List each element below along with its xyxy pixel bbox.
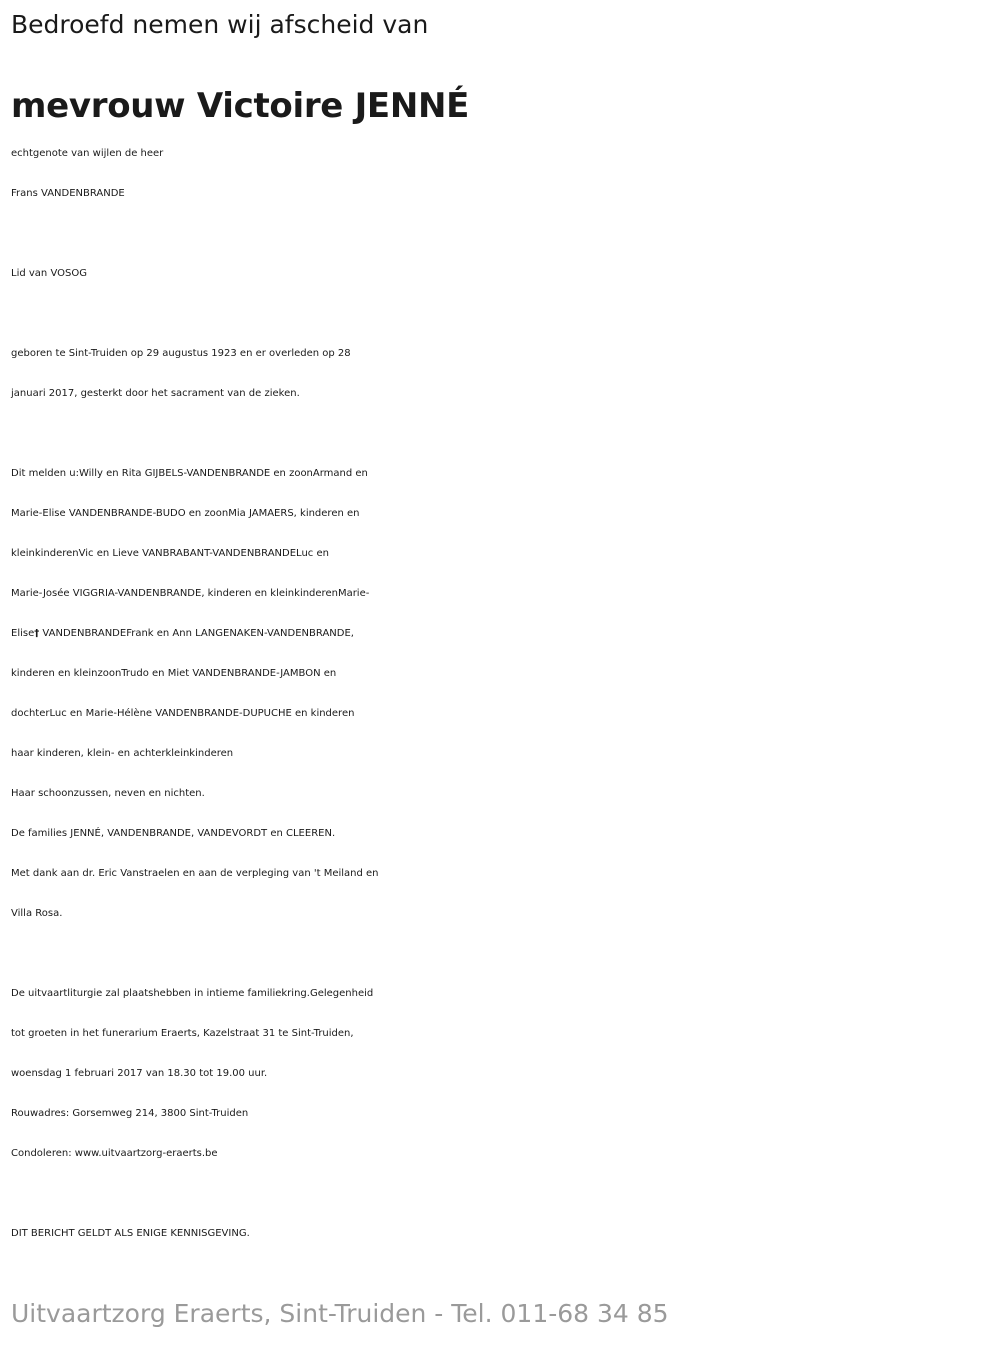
announcement-line-12: Villa Rosa. (11, 908, 63, 919)
funeral-line-5: Condoleren: www.uitvaartzorg-eraerts.be (11, 1148, 218, 1159)
spacer (11, 294, 991, 334)
spacer (11, 214, 991, 254)
funeral-line-3: woensdag 1 februari 2017 van 18.30 tot 19.00 uur. (11, 1068, 268, 1079)
announcement-line-10: De families JENNÉ, VANDENBRANDE, VANDEVORDT en CLEEREN. (11, 828, 336, 839)
deceased-name: mevrouw Victoire JENNÉ (11, 86, 470, 126)
obituary-body (11, 134, 991, 1254)
announcement-line-3: kleinkinderenVic en Lieve VANBRABANT-VANDENBRANDELuc en (11, 548, 329, 559)
announcement-line-6: kinderen en kleinzoonTrudo en Miet VANDENBRANDE-JAMBON en (11, 668, 337, 679)
announcement-line-5-post: VANDENBRANDEFrank en Ann LANGENAKEN-VANDENBRANDE, (39, 628, 354, 639)
announcement-line-1: Dit melden u:Willy en Rita GIJBELS-VANDENBRANDE en zoonArmand en (11, 468, 368, 479)
birth-death-line-1: geboren te Sint-Truiden op 29 augustus 1923 en er overleden op 28 (11, 348, 351, 359)
announcement-line-7: dochterLuc en Marie-Hélène VANDENBRANDE-DUPUCHE en kinderen (11, 708, 355, 719)
intro-text: Bedroefd nemen wij afscheid van (11, 10, 429, 39)
membership-line: Lid van VOSOG (11, 268, 87, 279)
announcement-line-5-pre: Elise (11, 628, 35, 639)
spacer (11, 414, 991, 454)
funeral-line-1: De uitvaartliturgie zal plaatshebben in intieme familiekring.Gelegenheid (11, 988, 374, 999)
birth-death-line-2: januari 2017, gesterkt door het sacrament van de zieken. (11, 388, 300, 399)
cross-icon: † (34, 628, 40, 639)
spacer (11, 934, 991, 974)
announcement-line-2: Marie-Elise VANDENBRANDE-BUDO en zoonMia JAMAERS, kinderen en (11, 508, 360, 519)
spouse-line-1: echtgenote van wijlen de heer (11, 148, 164, 159)
announcement-line-8: haar kinderen, klein- en achterkleinkinderen (11, 748, 234, 759)
funeral-line-4: Rouwadres: Gorsemweg 214, 3800 Sint-Truiden (11, 1108, 249, 1119)
spouse-line-2: Frans VANDENBRANDE (11, 188, 125, 199)
notice-line: DIT BERICHT GELDT ALS ENIGE KENNISGEVING. (11, 1228, 250, 1239)
announcement-line-11: Met dank aan dr. Eric Vanstraelen en aan de verpleging van 't Meiland en (11, 868, 379, 879)
announcement-line-5 (11, 614, 991, 654)
funeral-line-2: tot groeten in het funerarium Eraerts, Kazelstraat 31 te Sint-Truiden, (11, 1028, 354, 1039)
announcement-line-9: Haar schoonzussen, neven en nichten. (11, 788, 205, 799)
footer-funeral-home: Uitvaartzorg Eraerts, Sint-Truiden - Tel. 011-68 34 85 (11, 1299, 669, 1328)
announcement-line-4: Marie-Josée VIGGRIA-VANDENBRANDE, kinderen en kleinkinderenMarie- (11, 588, 370, 599)
spacer (11, 1174, 991, 1214)
